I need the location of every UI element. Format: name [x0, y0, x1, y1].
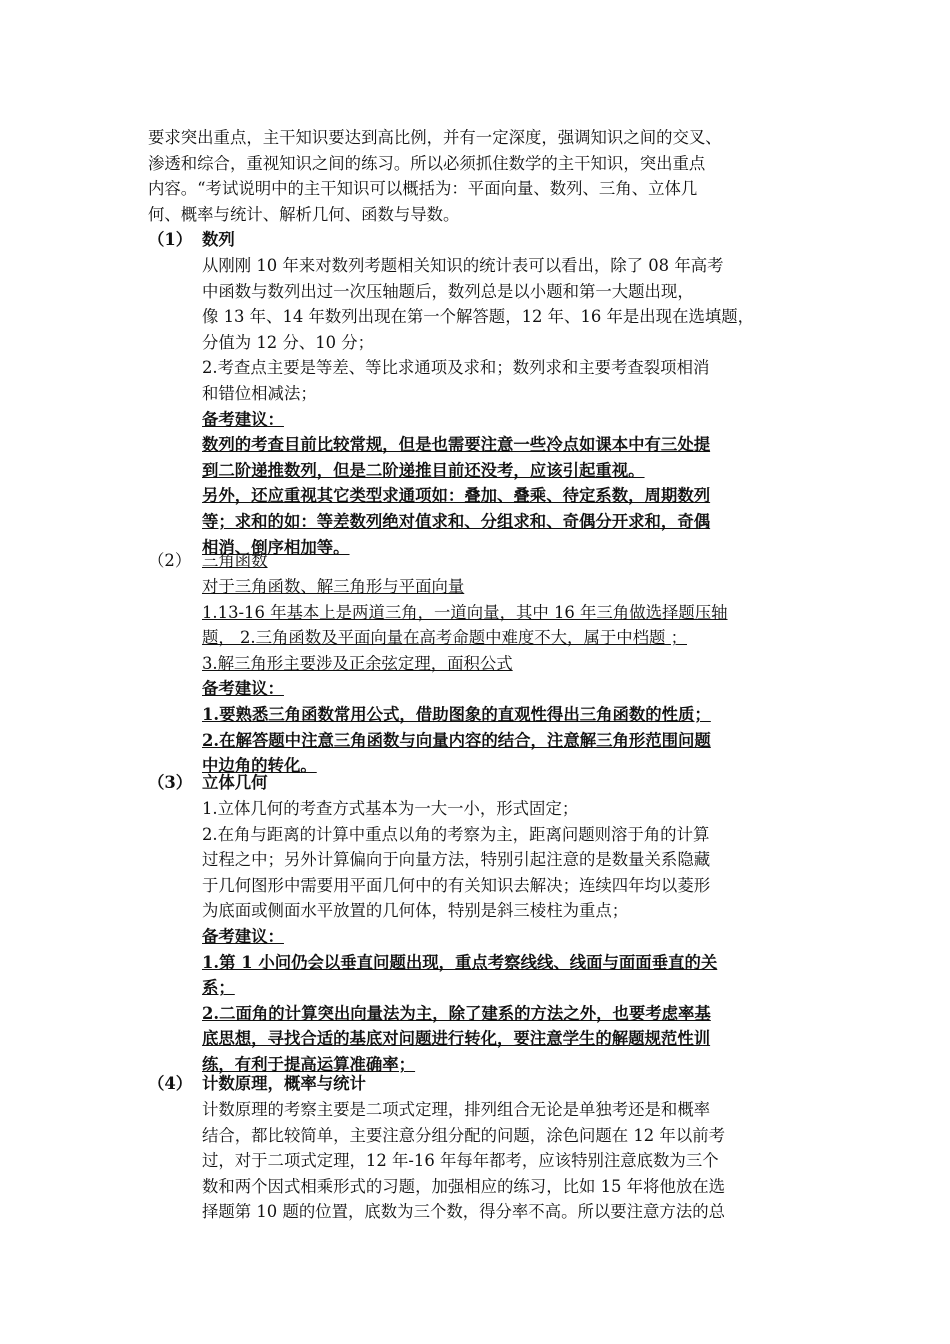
section-number: （3）: [148, 773, 193, 792]
section-body: [202, 574, 820, 779]
body-line: 从刚刚 10 年来对数列考题相关知识的统计表可以看出，除了 08 年高考: [202, 256, 724, 275]
advice-line: 1.要熟悉三角函数常用公式，借助图象的直观性得出三角函数的性质；: [202, 704, 711, 724]
advice-line: 底思想，寻找合适的基底对问题进行转化，要注意学生的解题规范性训: [202, 1029, 711, 1049]
section-heading: [148, 548, 820, 574]
body-line: 过程之中；另外计算偏向于向量方法，特别引起注意的是数量关系隐藏: [202, 850, 711, 870]
advice-line: 等；求和的如：等差数列绝对值求和、分组求和、奇偶分开求和，奇偶: [202, 511, 711, 531]
intro-line: 内容。“考试说明中的主干知识可以概括为：平面向量、数列、三角、立体几: [148, 179, 698, 199]
body-line: 数和两个因式相乘形式的习题，加强相应的练习，比如 15 年将他放在选: [202, 1176, 725, 1196]
advice-line: 另外，还应重视其它类型求通项如：叠加、叠乘、待定系数，周期数列: [202, 486, 711, 506]
body-line: 1.13-16 年基本上是两道三角，一道向量，其中 16 年三角做选择题压轴: [202, 602, 728, 622]
intro-line: 渗透和综合，重视知识之间的练习。所以必须抓住数学的主干知识，突出重点: [148, 153, 706, 173]
section-heading: [148, 1071, 820, 1097]
advice-line: 系；: [202, 978, 235, 998]
advice-line: 相消、倒序相加等。: [202, 537, 350, 557]
section-heading: [148, 770, 820, 796]
section-body: [202, 253, 820, 560]
advice-line: 中边角的转化。: [202, 756, 317, 776]
section-heading: [148, 227, 820, 253]
section-solid-geometry: [148, 770, 820, 1078]
body-line: 题， 2.三角函数及平面向量在高考命题中难度不大，属于中档题 ；: [202, 628, 687, 648]
body-line: 1.立体几何的考查方式基本为一大一小，形式固定；: [202, 799, 579, 818]
section-number: （4）: [148, 1074, 193, 1093]
body-line: 于几何图形中需要用平面几何中的有关知识去解决；连续四年均以菱形: [202, 875, 711, 895]
advice-line: 到二阶递推数列，但是二阶递推目前还没考，应该引起重视。: [202, 460, 645, 480]
body-line: 对于三角函数、解三角形与平面向量: [202, 577, 465, 596]
section-trigonometry: [148, 548, 820, 779]
body-line: 2.在角与距离的计算中重点以角的考察为主，距离问题则溶于角的计算: [202, 824, 710, 844]
body-line: 为底面或侧面水平放置的几何体，特别是斜三棱柱为重点；: [202, 901, 629, 921]
section-title: 立体几何: [202, 773, 268, 792]
section-body: [202, 796, 820, 1078]
body-line: 择题第 10 题的位置，底数为三个数，得分率不高。所以要注意方法的总: [202, 1202, 725, 1222]
advice-label: 备考建议：: [202, 926, 284, 946]
intro-line: 要求突出重点，主干知识要达到高比例，并有一定深度，强调知识之间的交叉、: [148, 128, 722, 147]
body-line: 和错位相减法；: [202, 383, 317, 403]
section-body: [202, 1097, 820, 1225]
advice-line: 数列的考查目前比较常规，但是也需要注意一些冷点如课本中有三处提: [202, 435, 711, 455]
advice-label: 备考建议：: [202, 679, 284, 699]
body-line: 过，对于二项式定理，12 年-16 年每年都考，应该特别注意底数为三个: [202, 1151, 719, 1171]
section-title: 三角函数: [202, 551, 268, 570]
advice-line: 2.在解答题中注意三角函数与向量内容的结合，注意解三角形范围问题: [202, 730, 711, 750]
intro-paragraph: [148, 125, 813, 227]
section-number: （2）: [148, 551, 192, 570]
body-line: 2.考查点主要是等差、等比求通项及求和；数列求和主要考查裂项相消: [202, 358, 710, 378]
advice-label: 备考建议：: [202, 409, 284, 429]
section-title: 数列: [202, 230, 235, 249]
advice-line: 2.二面角的计算突出向量法为主，除了建系的方法之外，也要考虑率基: [202, 1003, 711, 1023]
body-line: 计数原理的考察主要是二项式定理，排列组合无论是单独考还是和概率: [202, 1100, 711, 1119]
advice-line: 1.第 1 小问仍会以垂直问题出现，重点考察线线、线面与面面垂直的关: [202, 952, 718, 972]
intro-line: 何、概率与统计、解析几何、函数与导数。: [148, 204, 460, 224]
body-line: 像 13 年、14 年数列出现在第一个解答题，12 年、16 年是出现在选填题，: [202, 307, 755, 327]
section-counting-probability: [148, 1071, 820, 1225]
section-sequences: [148, 227, 820, 560]
body-line: 3.解三角形主要涉及正余弦定理，面积公式: [202, 653, 513, 673]
section-title: 计数原理，概率与统计: [202, 1074, 366, 1093]
body-line: 结合，都比较简单，主要注意分组分配的问题，涂色问题在 12 年以前考: [202, 1125, 725, 1145]
body-line: 中函数与数列出过一次压轴题后，数列总是以小题和第一大题出现，: [202, 281, 694, 301]
section-number: （1）: [148, 230, 193, 249]
advice-line: 练，有利于提高运算准确率；: [202, 1054, 416, 1074]
body-line: 分值为 12 分、10 分；: [202, 332, 375, 352]
